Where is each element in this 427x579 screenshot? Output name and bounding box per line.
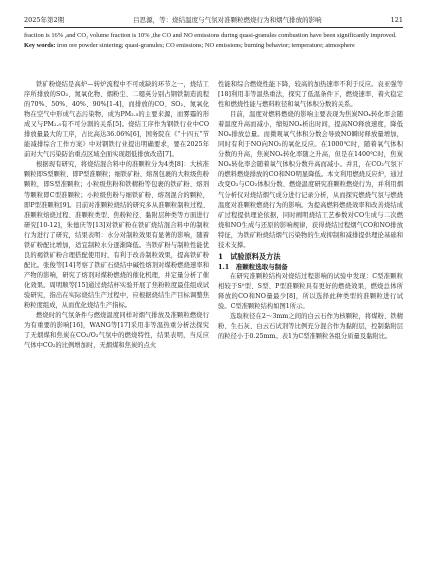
issue-label: 2025年第2期 xyxy=(24,16,65,24)
page-number: 121 xyxy=(390,16,403,24)
paragraph: 性能和综合燃烧性能下降，较高的加热速率不利于反应。袁亚强等[18]利用非等温热重法，探究了低温条件下，燃烧速率、着火稳定性和燃烧性能与燃料粒径和氧气体积分数的关系。 xyxy=(218,81,403,109)
running-header xyxy=(24,12,403,28)
paragraph: 铁矿粉烧结是高炉—转炉流程中不可或缺的环节之一，烧结工序所排放的SO₂、氮氧化物、烟粉尘、二噁英分别占钢铁制造流程的70%、50%、40%、90%[1-4]，而排放的CO、SO₂、氮氧化物在空气中形成气态污染物，成为PM₂.₅的主要来源，而雾霾的形成又与PM₂.₅有不可分割的关系[5]。烧结工序作为钢铁行业中CO排放量最大的工序，占比高达36.06%[6]，国务院在《“十四五”节能减排综合工作方案》中对钢铁行业提出明确要求，要在2025年前对大气污染防治重点区域全面实现超低排放改造[7]。 xyxy=(24,81,209,159)
keywords xyxy=(24,41,403,51)
subsection-heading: 1.1 准颗粒选取与制备 xyxy=(218,262,288,271)
keywords-text: iron ore powder sintering; quasi-granules; CO emissions; NO emissions; burning behavior; temperature; atmosphere xyxy=(55,41,355,49)
running-title: 吕思源，等：烧结温度与气氛对准颗粒燃烧行为和烟气排放的影响 xyxy=(133,16,322,24)
right-column xyxy=(218,80,403,342)
paragraph: 燃烧时的气氛条件与燃烧温度同样对烟气排放及准颗粒燃烧行为有重要的影响[16]，WANG等[17]采用非等温热重分析法探究了无烟煤和焦炭在CO₂/O₂气氛中的燃烧特性，结果表明，当反应气体中CO₂的比例增加时，无烟煤和焦炭的点火 xyxy=(24,312,209,350)
abstract-text: fraction is 16% ,and CO₂ volume fraction is 10% ,the CO and NO emissions during quasi-granules combustion have been significantly improved. xyxy=(24,32,397,39)
paragraph: 在研究准颗粒结构对烧结过程影响的试验中发现：C型准颗粒相较于S⁰型、S型、P型准颗粒具有更好的燃烧效果，燃烧总体所释放的CO和NO量最少[8]，所以选择此种类型的准颗粒进行试验。C型准颗粒结构如图1所示。 xyxy=(218,272,403,310)
keywords-label: Key words: xyxy=(24,41,56,49)
left-column xyxy=(24,80,209,351)
paragraph: 目前，温度对燃料燃烧的影响主要表现为焦炭NOₓ转化率会随着温度升高而减小，缩短NOₓ析出时间，提高NO释放速度，降低NOₓ排放总量。而微观氧气体积分数会导致NO瞬时释放量增加，同时有利于NO向NO₂的氧化反应。在1000℃时，随着氧气体积分数的升高，焦炭NOₓ转化率随之升高，但是在1400℃时，焦炭NOₓ转化率会随着氧气体积分数升高而减小。并且，在CO₂气氛下的燃料燃烧排放的CO和NO明显降低。本文利用燃烧反应炉，通过改变O₂与CO₂体积分数、燃烧温度研究准颗粒燃烧行为，并利用烟气分析仪对烧结烟气成分进行记录分析，从而探究燃烧气氛与燃烧温度对准颗粒燃烧行为的影响。为提高燃料燃烧效率和改善烧结成矿过程提供理论依据，同时阐明烧结工艺参数对CO生成与二次燃烧和NO生成与还原的影响规律，获得烧结过程烟气CO和NO排放特征，为铁矿粉烧结烟气污染物的生成抑制和减排提供理论基础和技术支撑。 xyxy=(218,111,403,249)
section-heading: 1 试验原料及方法 xyxy=(218,251,281,261)
paragraph: 选取粒径在2～3mm之间的白云石作为核颗粒，将煤粉、铁精粉、生石灰、白云石试剂等比例充分混合作为黏附层，控制黏附层的粒径小于0.25mm。表1为C型准颗粒各组分质量及黏附比。 xyxy=(218,312,403,341)
english-abstract-tail xyxy=(24,31,403,50)
paragraph: 根据现有研究，将烧结混合料中的准颗粒分为4类[8]：大核准颗粒即S型颗粒、即P型准颗粒；细铁矿粉、熔剂包裹的大粒级焦粉颗粒，即S型准颗粒；小粒级焦粉和铁精粉等包裹的铁矿粉、熔剂等颗粒即C型准颗粒；小粒级焦粉与细铁矿粉、熔剂混合的颗粒，即P型准颗粒[9]。目前对准颗粒烧结的研究多从准颗粒制粒过程、准颗粒焙烧过程、准颗粒类型、焦粉粒径、黏附层种类等方面进行研究[10-12]，朱德庆等[13]对铁矿粉在铁矿烧结混合料中的制粒行为进行了研究，结果表明：水分对制粒效果有显著的影响，随着铁矿粉配比增加，适宜制粒水分逐渐降低。当铁矿粉与制粒性能优良的褐铁矿粉合理搭配使用时，有利于改善制粒效果，提高铁矿粉配比。张俊等[14]考察了铁矿石烧结中碱性熔剂对煤粉燃烧速率和产物的影响，研究了熔剂对煤粉燃烧的催化机理，并定量分析了催化效果。周明顺等[15]通过烧结杯实验开展了焦粉粒度最佳组成试验研究，指出在实际烧结生产过程中，应根据烧结生产目标调整焦粉粒度组成，从而优化烧结生产指标。 xyxy=(24,161,209,310)
